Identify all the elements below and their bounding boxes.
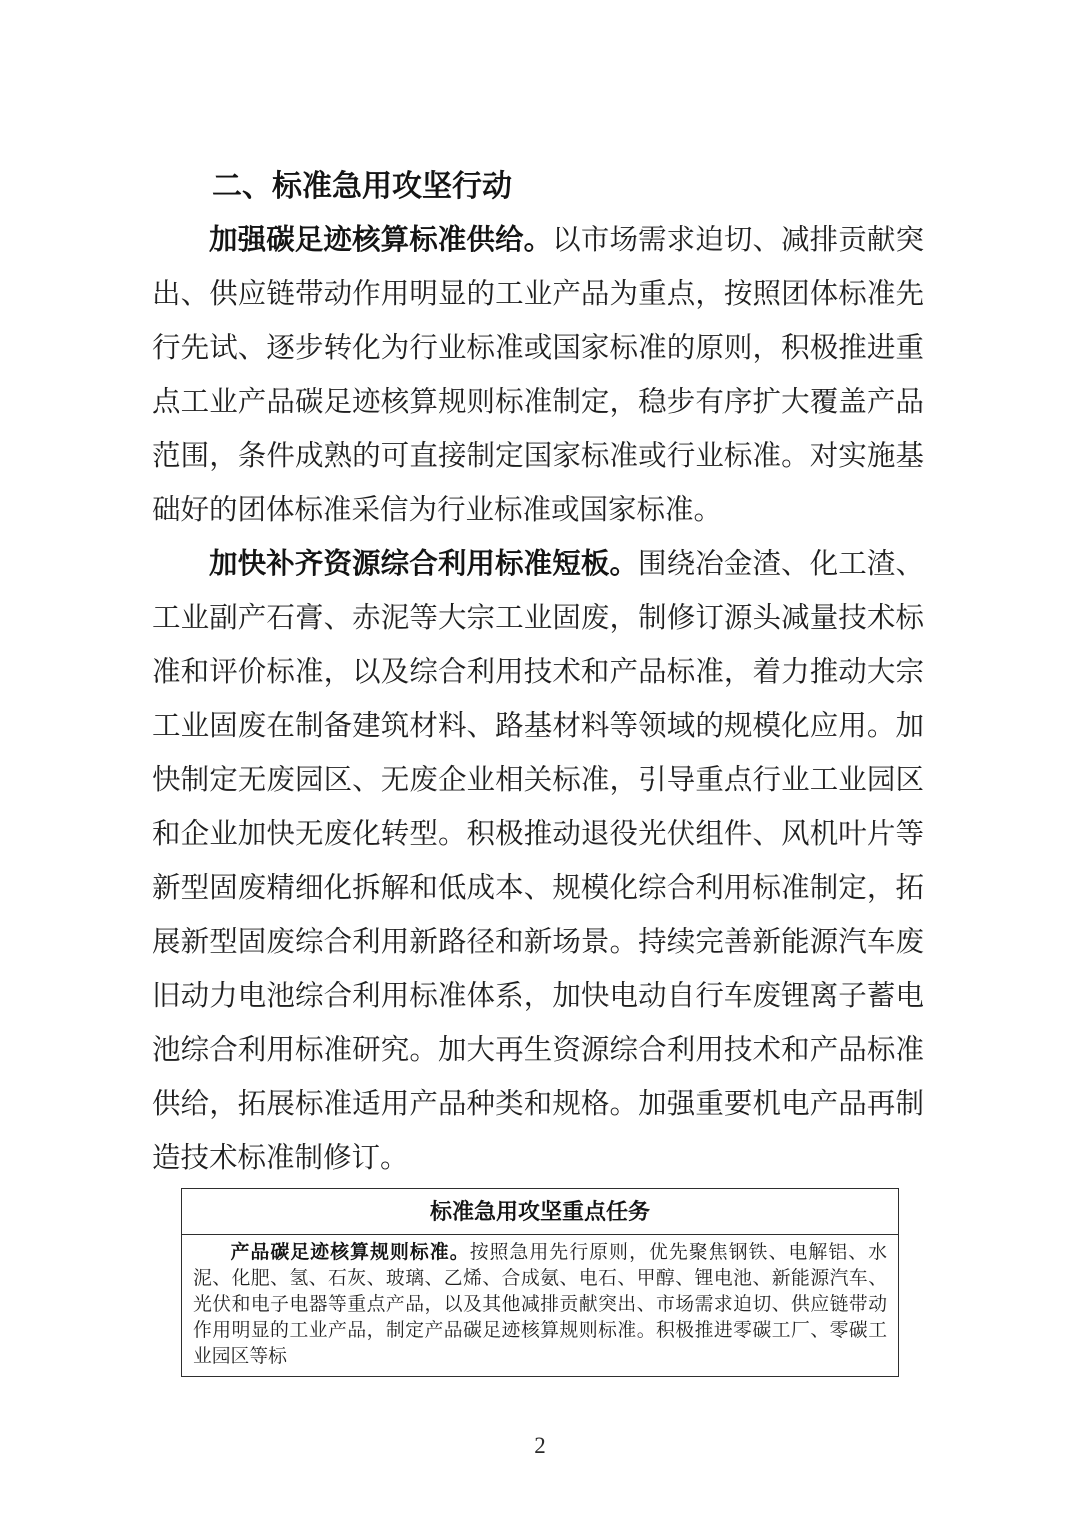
page-number: 2 — [534, 1433, 546, 1458]
paragraph-lead: 加强碳足迹核算标准供给。 — [209, 225, 553, 256]
table-entry-lead: 产品碳足迹核算规则标准。 — [230, 1242, 470, 1263]
paragraph-lead: 加快补齐资源综合利用标准短板。 — [209, 549, 639, 580]
paragraph-text: 以市场需求迫切、减排贡献突出、供应链带动作用明显的工业产品为重点，按照团体标准先行先试、逐步转化为行业标准或国家标准的原则，积极推进重点工业产品碳足迹核算规则标准制定，稳步有序扩大覆盖产品范围，条件成熟的可直接制定国家标准或行业标准。对实施基础好的团体标准采信为行业标准或国家标准。 — [152, 225, 924, 526]
key-tasks-table — [181, 1188, 899, 1377]
paragraph-resource-utilization — [152, 538, 924, 1186]
section-heading: 二、标准急用攻坚行动 — [212, 170, 512, 203]
page-content — [152, 160, 924, 1377]
paragraph-carbon-footprint — [152, 214, 924, 538]
table-entry-text: 按照急用先行原则，优先聚焦钢铁、电解铝、水泥、化肥、氢、石灰、玻璃、乙烯、合成氨、电石、甲醇、锂电池、新能源汽车、光伏和电子电器等重点产品，以及其他减排贡献突出、市场需求迫切、供应链带动作用明显的工业产品，制定产品碳足迹核算规则标准。积极推进零碳工厂、零碳工业园区等标 — [193, 1242, 887, 1367]
key-tasks-table-body — [182, 1235, 898, 1376]
paragraph-text: 围绕冶金渣、化工渣、工业副产石膏、赤泥等大宗工业固废，制修订源头减量技术标准和评价标准，以及综合利用技术和产品标准，着力推动大宗工业固废在制备建筑材料、路基材料等领域的规模化应用。加快制定无废园区、无废企业相关标准，引导重点行业工业园区和企业加快无废化转型。积极推动退役光伏组件、风机叶片等新型固废精细化拆解和低成本、规模化综合利用标准制定，拓展新型固废综合利用新路径和新场景。持续完善新能源汽车废旧动力电池综合利用标准体系，加快电动自行车废锂离子蓄电池综合利用标准研究。加大再生资源综合利用技术和产品标准供给，拓展标准适用产品种类和规格。加强重要机电产品再制造技术标准制修订。 — [152, 549, 924, 1174]
key-tasks-table-title: 标准急用攻坚重点任务 — [182, 1189, 898, 1235]
